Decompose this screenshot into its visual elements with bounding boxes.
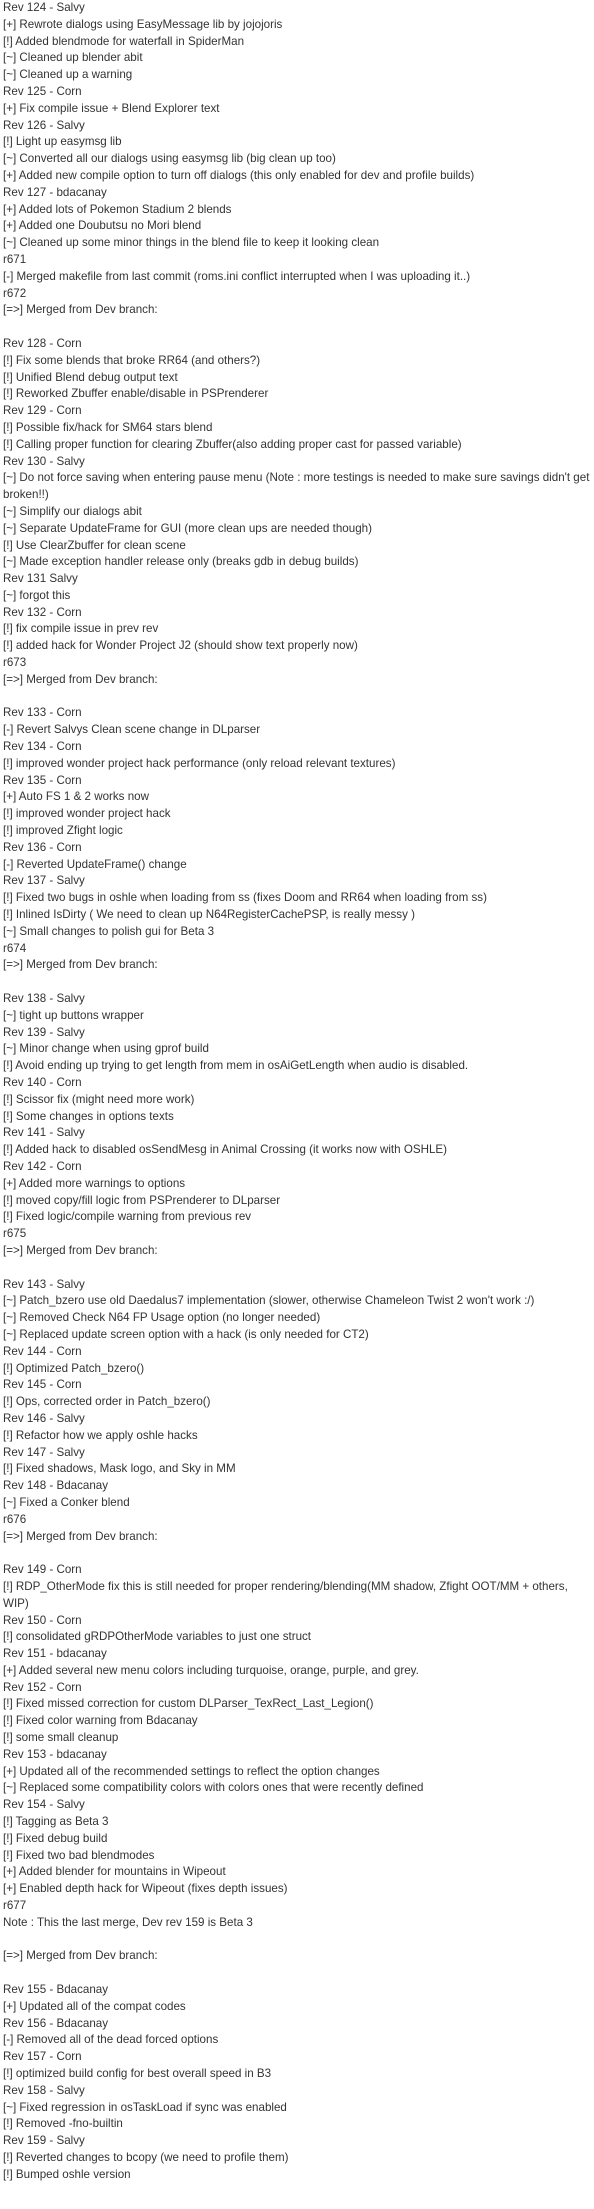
changelog-line: [+] Enabled depth hack for Wipeout (fixes depth issues) bbox=[3, 1882, 288, 1896]
changelog-line: Note : This the last merge, Dev rev 159 is Beta 3 bbox=[3, 1915, 253, 1929]
changelog-line: [~] Fixed a Conker blend bbox=[3, 1495, 130, 1509]
changelog-line: [!] Refactor how we apply oshle hacks bbox=[3, 1428, 198, 1442]
changelog-line: Rev 128 - Corn bbox=[3, 336, 82, 350]
changelog-line: [!] Fixed color warning from Bdacanay bbox=[3, 1714, 198, 1728]
changelog-line: r674 bbox=[3, 941, 27, 955]
changelog-line: Rev 149 - Corn bbox=[3, 1563, 82, 1577]
changelog-line: [!] improved wonder project hack performance (only reload relevant textures) bbox=[3, 756, 396, 770]
changelog-line: [~] Small changes to polish gui for Beta 3 bbox=[3, 924, 215, 938]
changelog-line: [~] forgot this bbox=[3, 588, 71, 602]
changelog-line: Rev 142 - Corn bbox=[3, 1159, 82, 1173]
changelog-line: [!] Tagging as Beta 3 bbox=[3, 1815, 109, 1829]
changelog-line: Rev 132 - Corn bbox=[3, 605, 82, 619]
changelog-line: Rev 124 - Salvy bbox=[3, 1, 85, 14]
changelog-line: [!] Fixed logic/compile warning from previous rev bbox=[3, 1210, 252, 1224]
changelog-line: [+] Updated all of the recommended settings to reflect the option changes bbox=[3, 1764, 380, 1778]
changelog-line: [~] Simplify our dialogs abit bbox=[3, 504, 142, 518]
changelog-line: Rev 152 - Corn bbox=[3, 1680, 82, 1694]
changelog-line: [!] RDP_OtherMode fix this is still needed for proper rendering/blending(MM shadow, Zfight OOT/MM + others, WIP) bbox=[3, 1579, 568, 1610]
changelog-line: [!] moved copy/fill logic from PSPrenderer to DLparser bbox=[3, 1193, 281, 1207]
changelog-line: [~] Removed Check N64 FP Usage option (no longer needed) bbox=[3, 1311, 321, 1325]
changelog-line: [!] Scissor fix (might need more work) bbox=[3, 1092, 195, 1106]
changelog-line: [!] Bumped oshle version bbox=[3, 2167, 131, 2181]
changelog-line: [=>] Merged from Dev branch: bbox=[3, 672, 158, 686]
changelog-line: [-] Reverted UpdateFrame() change bbox=[3, 857, 187, 871]
changelog-line: [!] Inlined IsDirty ( We need to clean up N64RegisterCachePSP, is really messy ) bbox=[3, 908, 415, 922]
changelog-line: Rev 131 Salvy bbox=[3, 572, 78, 586]
changelog-line: [+] Added new compile option to turn off dialogs (this only enabled for dev and profile builds) bbox=[3, 168, 475, 182]
changelog-line: Rev 139 - Salvy bbox=[3, 1025, 85, 1039]
changelog-line: Rev 126 - Salvy bbox=[3, 118, 85, 132]
changelog-line: [!] Use ClearZbuffer for clean scene bbox=[3, 538, 186, 552]
changelog-line: [!] Some changes in options texts bbox=[3, 1109, 174, 1123]
changelog-line: [-] Revert Salvys Clean scene change in DLparser bbox=[3, 723, 261, 737]
changelog-line: [!] Possible fix/hack for SM64 stars blend bbox=[3, 420, 213, 434]
changelog-line bbox=[3, 319, 594, 336]
changelog-line bbox=[3, 1965, 594, 1982]
changelog-line bbox=[3, 1932, 594, 1949]
changelog-line: [-] Merged makefile from last commit (roms.ini conflict interrupted when I was uploading it..) bbox=[3, 269, 471, 283]
changelog-line: [+] Added blender for mountains in Wipeout bbox=[3, 1865, 226, 1879]
changelog-line: Rev 129 - Corn bbox=[3, 404, 82, 418]
changelog-line: Rev 134 - Corn bbox=[3, 740, 82, 754]
changelog-line: [~] Replaced update screen option with a hack (is only needed for CT2) bbox=[3, 1327, 369, 1341]
changelog-line: [!] Optimized Patch_bzero() bbox=[3, 1361, 145, 1375]
changelog-line: [+] Added several new menu colors including turquoise, orange, purple, and grey. bbox=[3, 1663, 419, 1677]
changelog-line: [!] Ops, corrected order in Patch_bzero() bbox=[3, 1395, 211, 1409]
changelog-line: [=>] Merged from Dev branch: bbox=[3, 958, 158, 972]
changelog-line: [!] Calling proper function for clearing Zbuffer(also adding proper cast for passed variable) bbox=[3, 437, 462, 451]
changelog-line: [~] Made exception handler release only (breaks gdb in debug builds) bbox=[3, 555, 359, 569]
changelog-line: [!] some small cleanup bbox=[3, 1731, 119, 1745]
changelog-line: [!] Avoid ending up trying to get length from mem in osAiGetLength when audio is disabled. bbox=[3, 1059, 469, 1073]
changelog-line: Rev 146 - Salvy bbox=[3, 1411, 85, 1425]
changelog-line: Rev 130 - Salvy bbox=[3, 454, 85, 468]
changelog-line: [+] Auto FS 1 & 2 works now bbox=[3, 790, 149, 804]
changelog-line: [!] consolidated gRDPOtherMode variables to just one struct bbox=[3, 1630, 312, 1644]
changelog-line: [+] Rewrote dialogs using EasyMessage lib by jojojoris bbox=[3, 17, 283, 31]
changelog-line: [=>] Merged from Dev branch: bbox=[3, 1529, 158, 1543]
changelog-line: r671 bbox=[3, 252, 27, 266]
changelog-line: [~] Cleaned up blender abit bbox=[3, 51, 143, 65]
changelog-line: [!] Fixed two bugs in oshle when loading from ss (fixes Doom and RR64 when loading from ss) bbox=[3, 891, 487, 905]
changelog-line: r677 bbox=[3, 1899, 27, 1913]
changelog-line: Rev 143 - Salvy bbox=[3, 1277, 85, 1291]
changelog-line: [~] Do not force saving when entering pause menu (Note : more testings is needed to make sure savings didn't get broken!!) bbox=[3, 471, 590, 502]
changelog-line bbox=[3, 689, 594, 706]
changelog-line: Rev 148 - Bdacanay bbox=[3, 1479, 109, 1493]
changelog-line: r676 bbox=[3, 1512, 27, 1526]
changelog-line: [~] Separate UpdateFrame for GUI (more clean ups are needed though) bbox=[3, 521, 372, 535]
changelog-line: r675 bbox=[3, 1227, 27, 1241]
changelog-line: Rev 145 - Corn bbox=[3, 1378, 82, 1392]
changelog-line: [+] Added more warnings to options bbox=[3, 1176, 186, 1190]
changelog-line: [!] Removed -fno-builtin bbox=[3, 2117, 123, 2131]
changelog-line: [!] Fix some blends that broke RR64 (and others?) bbox=[3, 353, 261, 367]
changelog-line: [=>] Merged from Dev branch: bbox=[3, 1243, 158, 1257]
changelog-line: Rev 157 - Corn bbox=[3, 2050, 82, 2064]
changelog-line bbox=[3, 1545, 594, 1562]
changelog-line: [!] Reverted changes to bcopy (we need to profile them) bbox=[3, 2151, 289, 2164]
changelog-line: Rev 137 - Salvy bbox=[3, 874, 85, 888]
changelog-line: Rev 144 - Corn bbox=[3, 1344, 82, 1358]
changelog-line: [!] Fixed missed correction for custom DLParser_TexRect_Last_Legion() bbox=[3, 1697, 374, 1711]
changelog-line: Rev 150 - Corn bbox=[3, 1613, 82, 1627]
changelog-line: [-] Removed all of the dead forced options bbox=[3, 2033, 219, 2047]
changelog-line: Rev 138 - Salvy bbox=[3, 992, 85, 1006]
changelog-line: [~] Converted all our dialogs using easymsg lib (big clean up too) bbox=[3, 152, 336, 166]
changelog-line: [!] added hack for Wonder Project J2 (should show text properly now) bbox=[3, 639, 358, 653]
changelog-line: [+] Added lots of Pokemon Stadium 2 blends bbox=[3, 202, 232, 216]
changelog-line bbox=[3, 1260, 594, 1277]
changelog-line: Rev 153 - bdacanay bbox=[3, 1747, 107, 1761]
changelog-line: [~] Cleaned up a warning bbox=[3, 68, 133, 82]
changelog-line: Rev 136 - Corn bbox=[3, 840, 82, 854]
changelog-line: Rev 140 - Corn bbox=[3, 1076, 82, 1089]
changelog-line: [~] Patch_bzero use old Daedalus7 implementation (slower, otherwise Chameleon Twist 2 won't work :/) bbox=[3, 1294, 535, 1308]
changelog-line: [!] Added hack to disabled osSendMesg in Animal Crossing (it works now with OSHLE) bbox=[3, 1143, 447, 1157]
changelog-line: [=>] Merged from Dev branch: bbox=[3, 303, 158, 317]
changelog-line: Rev 155 - Bdacanay bbox=[3, 1983, 109, 1997]
changelog-line: Rev 154 - Salvy bbox=[3, 1798, 85, 1812]
changelog-line: [!] improved Zfight logic bbox=[3, 824, 123, 838]
changelog-line: [!] Unified Blend debug output text bbox=[3, 370, 178, 384]
changelog-line: Rev 158 - Salvy bbox=[3, 2083, 85, 2097]
changelog-line: Rev 156 - Bdacanay bbox=[3, 2016, 109, 2030]
changelog-line: r672 bbox=[3, 286, 27, 300]
changelog-line: [!] Fixed debug build bbox=[3, 1831, 108, 1845]
changelog-line: Rev 147 - Salvy bbox=[3, 1445, 85, 1459]
changelog-line: [!] optimized build config for best overall speed in B3 bbox=[3, 2067, 272, 2081]
changelog-line: [+] Updated all of the compat codes bbox=[3, 1999, 186, 2013]
changelog-line: [+] Fix compile issue + Blend Explorer text bbox=[3, 101, 220, 115]
changelog-line: r673 bbox=[3, 656, 27, 670]
changelog-line: [!] Reworked Zbuffer enable/disable in PSPrenderer bbox=[3, 387, 269, 401]
changelog-line: Rev 159 - Salvy bbox=[3, 2134, 85, 2148]
changelog-line: Rev 135 - Corn bbox=[3, 773, 82, 787]
changelog-line: [~] Fixed regression in osTaskLoad if sync was enabled bbox=[3, 2100, 287, 2114]
changelog-line: Rev 141 - Salvy bbox=[3, 1126, 85, 1140]
changelog-line: [+] Added one Doubutsu no Mori blend bbox=[3, 219, 202, 233]
changelog-line bbox=[3, 974, 594, 991]
changelog-line: Rev 127 - bdacanay bbox=[3, 185, 107, 199]
changelog-line: [!] Light up easymsg lib bbox=[3, 135, 122, 149]
changelog-line: [~] Replaced some compatibility colors with colors ones that were recently defined bbox=[3, 1781, 424, 1795]
changelog-line: [!] Added blendmode for waterfall in SpiderMan bbox=[3, 34, 245, 48]
changelog-line: [~] Cleaned up some minor things in the blend file to keep it looking clean bbox=[3, 236, 380, 250]
changelog-line: [!] Fixed shadows, Mask logo, and Sky in MM bbox=[3, 1462, 236, 1476]
changelog-line: [~] tight up buttons wrapper bbox=[3, 1008, 144, 1022]
changelog-line: [~] Minor change when using gprof build bbox=[3, 1042, 209, 1056]
changelog-line: [!] Fixed two bad blendmodes bbox=[3, 1848, 155, 1862]
changelog-line: Rev 125 - Corn bbox=[3, 84, 82, 98]
changelog-line: [!] fix compile issue in prev rev bbox=[3, 622, 159, 636]
changelog-line: [=>] Merged from Dev branch: bbox=[3, 1949, 158, 1963]
changelog-line: [!] improved wonder project hack bbox=[3, 807, 171, 821]
changelog-line: Rev 151 - bdacanay bbox=[3, 1647, 107, 1661]
changelog-line: Rev 133 - Corn bbox=[3, 706, 82, 720]
